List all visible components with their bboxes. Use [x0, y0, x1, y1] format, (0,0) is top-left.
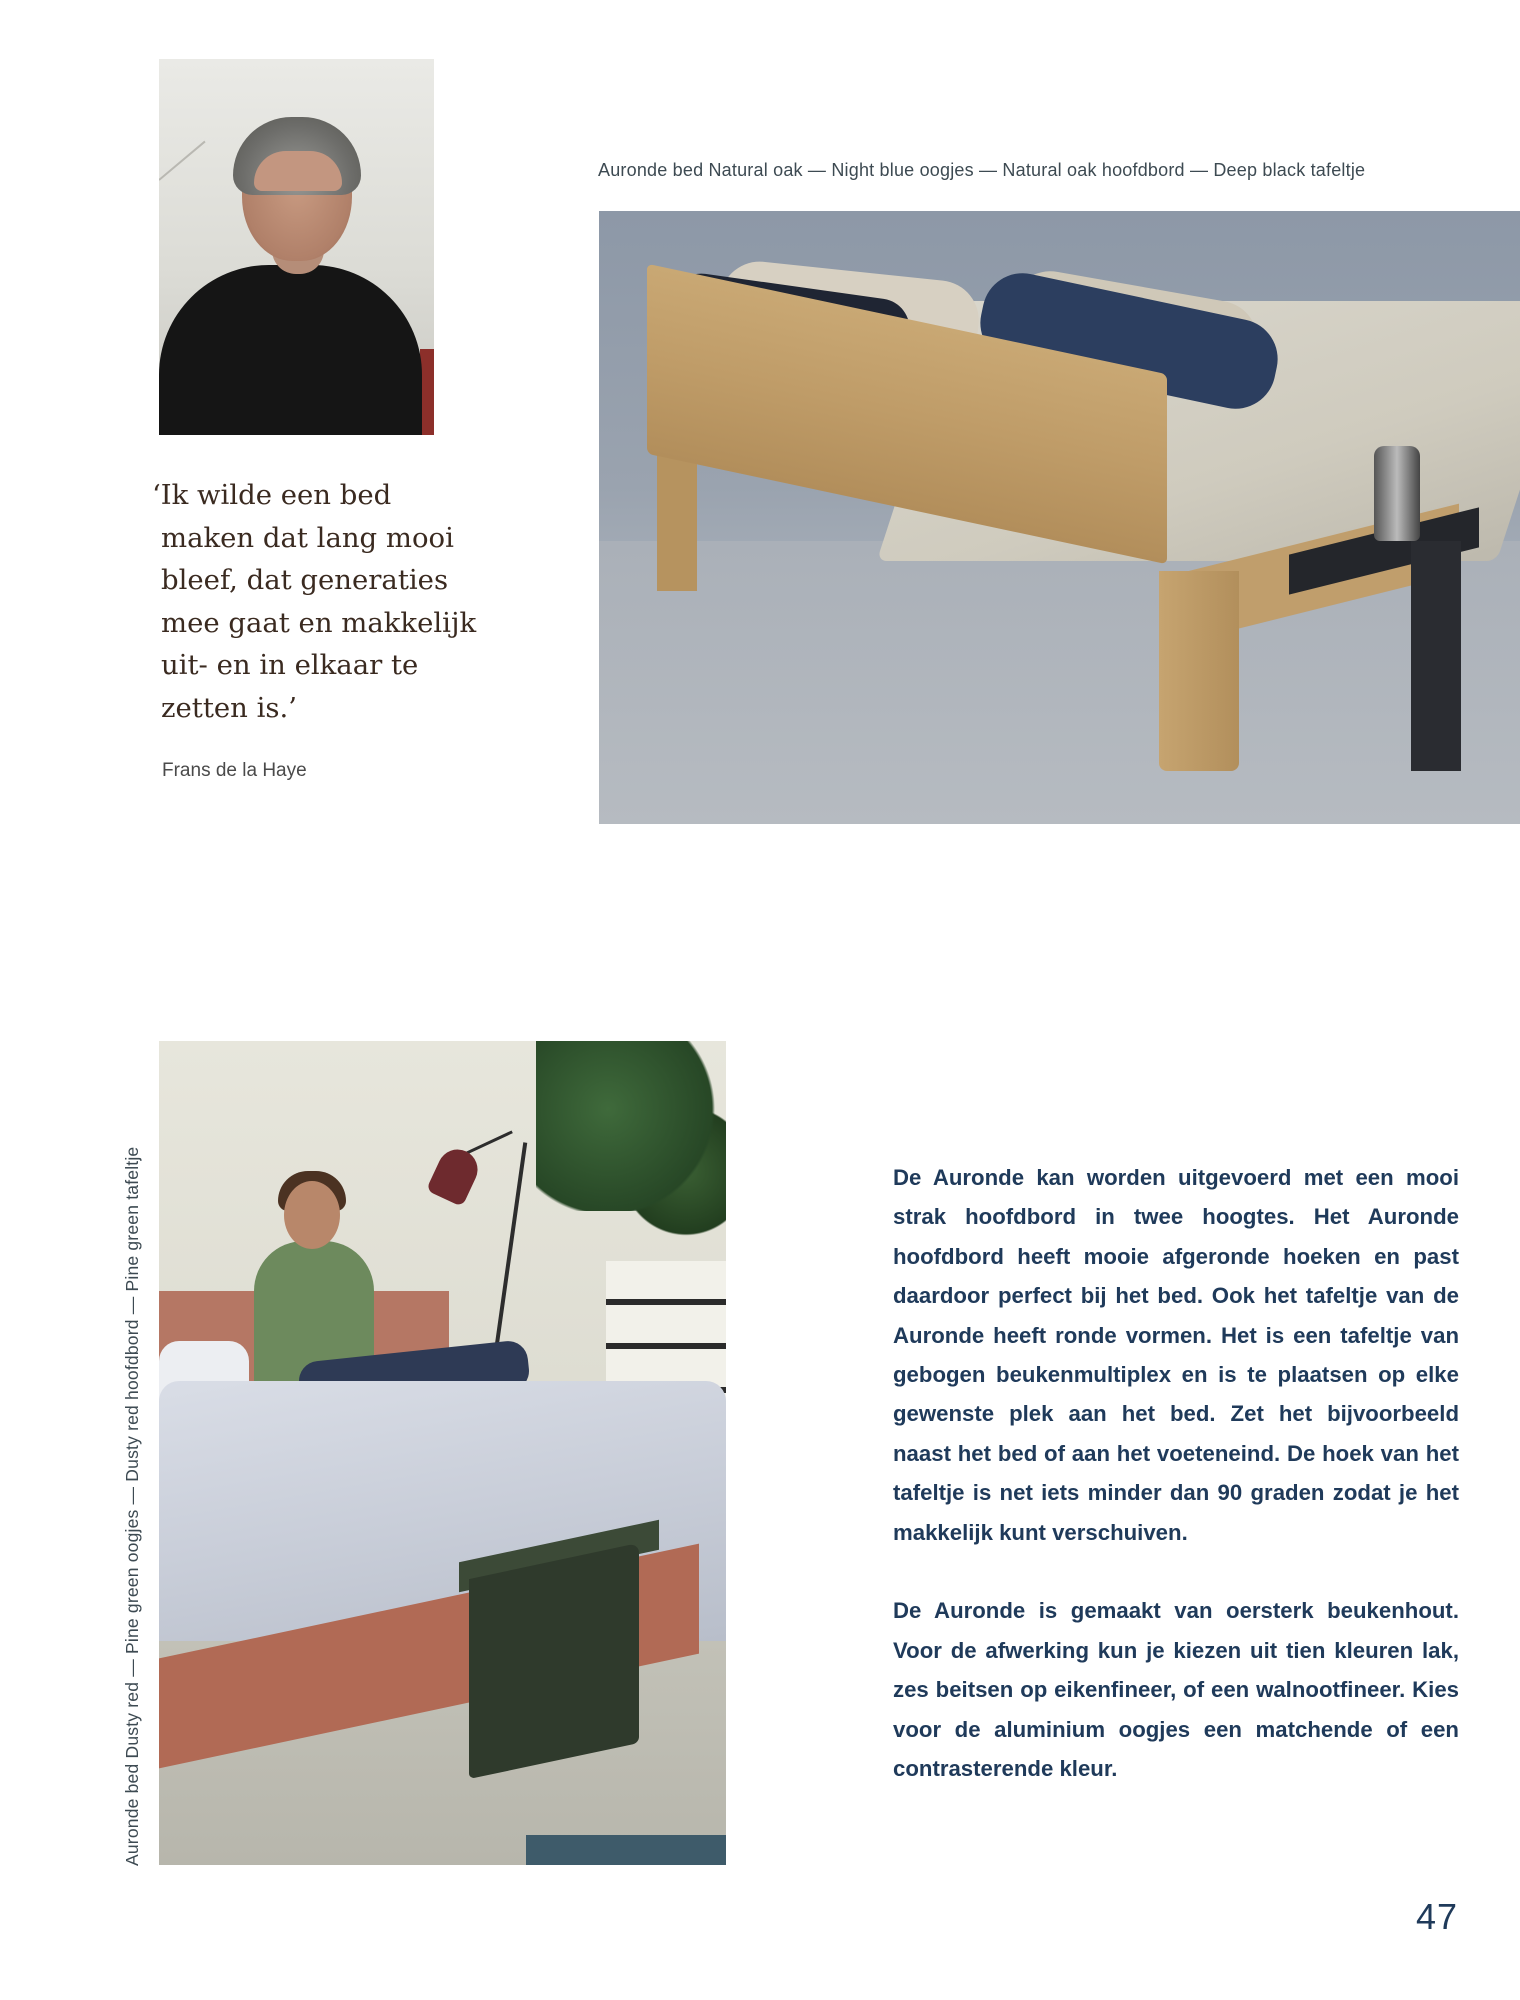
- quote-line: mee gaat en makkelijk: [161, 606, 477, 639]
- body-text: [893, 1158, 1459, 1788]
- body-paragraph: De Auronde is gemaakt van oersterk beukenhout. Voor de afwerking kun je kiezen uit tien kleuren lak, zes beitsen op eikenfineer, of een walnootfineer. Kies voor de aluminium oogjes een matchende of een contrasterende kleur.: [893, 1598, 1459, 1782]
- photo-caption-vertical: Auronde bed Dusty red — Pine green oogjes — Dusty red hoofdbord — Pine green tafeltje: [122, 1146, 142, 1866]
- quote-line: uit- en in elkaar te: [161, 649, 419, 681]
- quote-line: zetten is.’: [161, 691, 297, 724]
- pull-quote: [152, 474, 482, 729]
- bedroom-photo-dusty-red: [159, 1041, 726, 1865]
- quote-author: Frans de la Haye: [162, 760, 307, 781]
- bed-photo-natural-oak: [599, 211, 1520, 824]
- quote-line: bleef, dat generaties: [161, 564, 449, 596]
- portrait-photo: [159, 59, 434, 435]
- page-number: 47: [1415, 1896, 1458, 1937]
- body-paragraph: De Auronde kan worden uitgevoerd met een mooi strak hoofdbord in twee hoogtes. Het Auronde hoofdbord heeft mooie afgeronde hoeken en past daardoor perfect bij het bed. Ook het tafeltje van de Auronde heeft ronde vormen. Het is een tafeltje van gebogen beukenmultiplex en is te plaatsen op elke gewenste plek aan het bed. Zet het bijvoorbeeld naast het bed of aan het voeteneind. De hoek van het tafeltje is net iets minder dan 90 graden zodat je het makkelijk kunt verschuiven.: [893, 1165, 1459, 1545]
- quote-line: maken dat lang mooi: [161, 521, 454, 554]
- photo-caption-top: Auronde bed Natural oak — Night blue oogjes — Natural oak hoofdbord — Deep black tafeltje: [598, 160, 1366, 180]
- quote-line: ‘Ik wilde een bed: [152, 479, 392, 511]
